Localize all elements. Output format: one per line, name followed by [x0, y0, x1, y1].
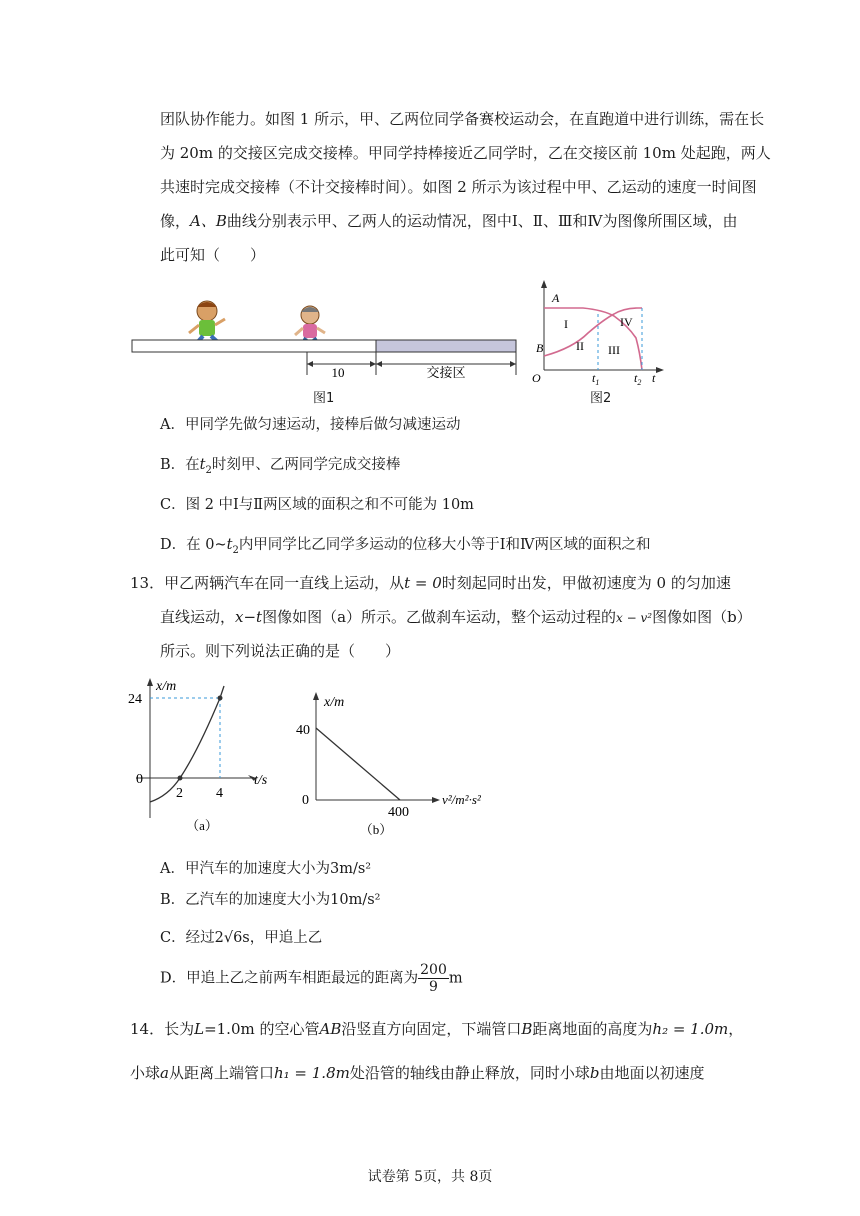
runner-jia-icon	[189, 301, 225, 345]
label-B: B	[536, 341, 544, 355]
q12-line-4: 像，A、B曲线分别表示甲、乙两人的运动情况，图中Ⅰ、Ⅱ、Ⅲ和Ⅳ为图像所围区域，由	[160, 212, 738, 230]
fig-b-origin: 0	[302, 793, 309, 808]
distance-label: 10	[331, 365, 345, 380]
figure-1	[125, 295, 525, 385]
distance-fraction: $\frac{200}{9}$	[420, 962, 447, 995]
q12-line-3: 共速时完成交接棒（不计交接棒时间）。如图 2 所示为该过程中甲、乙运动的速度一时间图	[160, 178, 757, 196]
q13-line-2: 直线运动，x−t图像如图（a）所示。乙做刹车运动，整个运动过程的x − v²图像如图（b）	[160, 608, 752, 626]
fig-b-y-tick: 40	[296, 723, 310, 738]
fig-a-x-tick-2: 4	[216, 786, 223, 801]
fig-b-y-label: x/m	[324, 695, 345, 710]
q13-option-b: B．乙汽车的加速度大小为10m/s²	[160, 892, 381, 908]
figure-a	[128, 676, 278, 836]
ab-label: A、B	[190, 212, 227, 230]
region-III: III	[608, 343, 620, 357]
fig-b-caption: （b）	[359, 822, 393, 837]
fig-b-x-label: v²/m²·s²	[442, 792, 481, 807]
page-footer: 试卷第 5页，共 8页	[367, 1169, 493, 1185]
figure-b	[296, 690, 526, 840]
fig-a-y-tick: 24	[128, 692, 142, 707]
q12-option-c: C．图 2 中Ⅰ与Ⅱ两区域的面积之和不可能为 10m	[160, 497, 474, 513]
region-IV: IV	[620, 315, 633, 329]
q14-line-2: 小球a从距离上端管口h₁ = 1.8m处沿管的轴线由静止释放，同时小球b由地面以初速度	[130, 1064, 705, 1082]
origin-label: O	[532, 371, 541, 385]
figure-2	[528, 278, 668, 388]
q12-option-a: A．甲同学先做匀速运动，接棒后做匀减速运动	[160, 417, 461, 433]
q12-line-1: 团队协作能力。如图 1 所示，甲、乙两位同学备赛校运动会，在直跑道中进行训练，需在长	[160, 110, 765, 128]
region-I: I	[564, 317, 568, 331]
q13-option-c: C．经过2√6s，甲追上乙	[160, 930, 323, 946]
t2-label: $t_2$	[634, 371, 642, 387]
figure-1-caption: 图1	[313, 391, 335, 406]
fig-a-origin: 0	[136, 772, 143, 787]
q13-line-3: 所示。则下列说法正确的是（ ）	[160, 642, 401, 660]
label-A: A	[552, 291, 560, 305]
fig-b-x-tick: 400	[388, 805, 409, 820]
q12-line-5: 此可知（ ）	[160, 246, 266, 264]
fig-a-y-label: x/m	[156, 679, 177, 694]
fig-a-caption: （a）	[186, 818, 218, 833]
q12-option-d: D．在 $0\sim t_2$内甲同学比乙同学多运动的位移大小等于Ⅰ和Ⅳ两区域的面积之和	[160, 537, 651, 556]
q12-line-2: 为 20m 的交接区完成交接棒。甲同学持棒接近乙同学时，乙在交接区前 10m 处起跑，两人	[160, 144, 771, 162]
t-axis-label: t	[652, 371, 656, 385]
zone-label: 交接区	[426, 365, 466, 380]
q13-option-d: D．甲追上乙之前两车相距最远的距离为 $\frac{200}{9}$ m	[160, 962, 463, 995]
q13-option-a: A．甲汽车的加速度大小为3m/s²	[160, 861, 372, 877]
region-II: II	[576, 339, 584, 353]
q14-line-1: 14．长为L=1.0m 的空心管AB沿竖直方向固定，下端管口B距离地面的高度为h₂ = 1.0m，	[130, 1020, 744, 1038]
t1-label: $t_1$	[592, 371, 600, 387]
figure-2-caption: 图2	[590, 391, 612, 406]
fig-a-x-label: t/s	[254, 773, 268, 788]
q12-option-b: B．在$t_2$时刻甲、乙两同学完成交接棒	[160, 457, 401, 476]
fig-a-x-tick-1: 2	[176, 786, 183, 801]
q13-line-1: 13．甲乙两辆汽车在同一直线上运动，从t = 0时刻起同时出发，甲做初速度为 0 的匀加速	[130, 574, 731, 592]
